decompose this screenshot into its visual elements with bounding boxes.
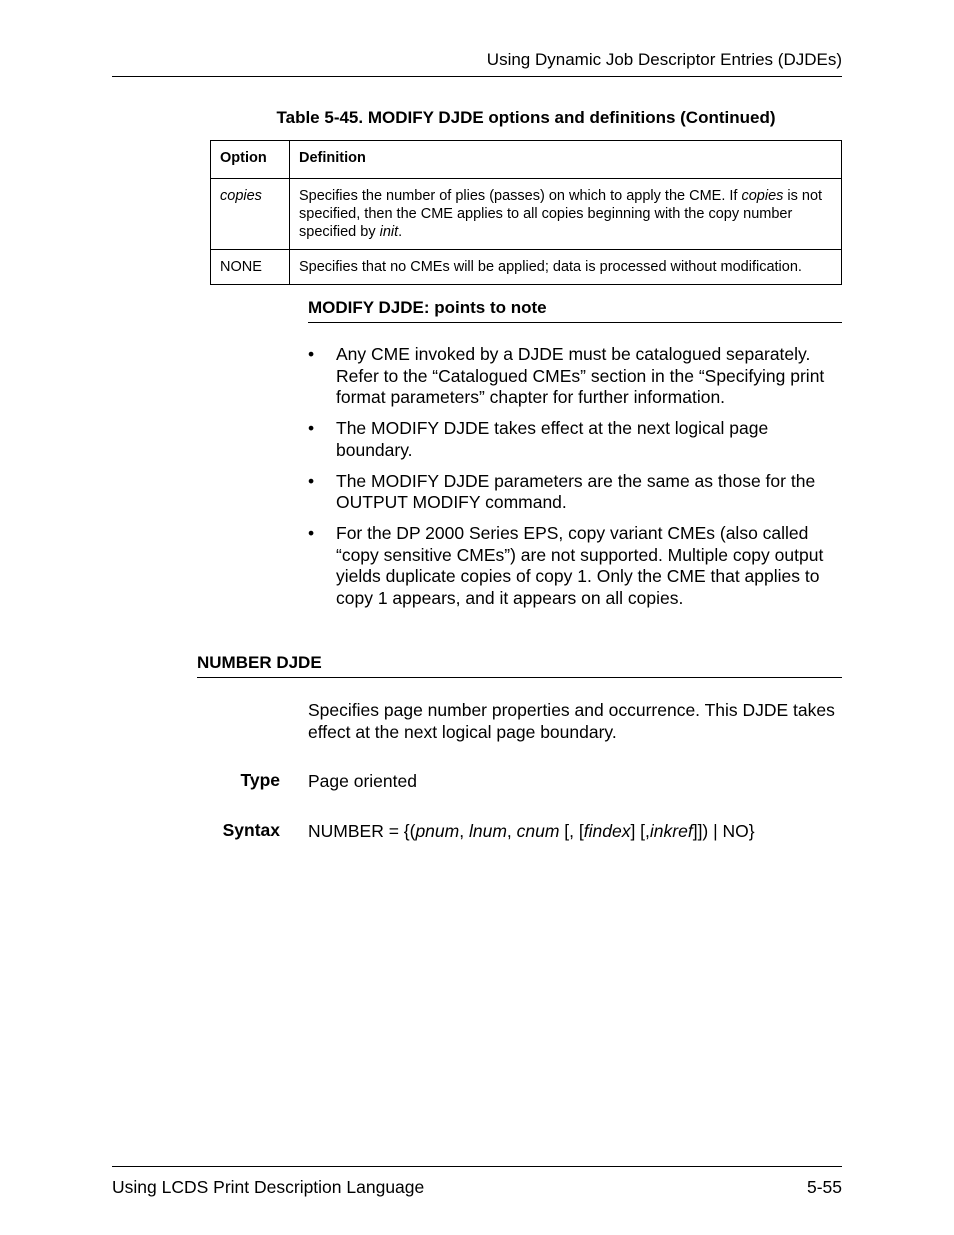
options-table [210, 140, 842, 285]
column-header-option: Option [211, 141, 290, 179]
option-cell: NONE [211, 250, 290, 285]
list-item [308, 344, 848, 409]
list-item [308, 418, 848, 461]
table-row [211, 179, 842, 250]
section-description: Specifies page number properties and occurrence. This DJDE takes effect at the next logical page boundary. [308, 700, 835, 742]
syntax-param: findex [583, 821, 631, 841]
header-rule [112, 76, 842, 77]
definition-cell: Specifies that no CMEs will be applied; data is processed without modification. [290, 250, 842, 285]
definition-italic: init [379, 224, 399, 240]
section-heading: NUMBER DJDE [197, 653, 322, 672]
list-item [308, 471, 848, 514]
notes-list [308, 344, 848, 619]
definition-text: is not specified, then the CME applies to all copies beginning with the copy number specified by [299, 188, 823, 240]
table-row [211, 250, 842, 285]
note-text: Any CME invoked by a DJDE must be catalogued separately. Refer to the “Catalogued CMEs” section in the “Specifying print format parameters” chapter for further information. [336, 344, 825, 407]
running-header: Using Dynamic Job Descriptor Entries (DJDEs) [486, 50, 842, 69]
table-caption: Table 5-45. MODIFY DJDE options and definitions (Continued) [276, 108, 776, 127]
table-header-row [211, 141, 842, 179]
definition-cell [290, 179, 842, 250]
bullet-icon: • [308, 418, 315, 438]
syntax-text: , [506, 821, 517, 841]
list-item [308, 523, 848, 609]
notes-heading-rule [308, 322, 842, 323]
syntax-value [308, 820, 755, 842]
column-header-definition: Definition [290, 141, 842, 179]
type-label: Type [240, 770, 280, 790]
footer-rule [112, 1166, 842, 1167]
definition-italic: copies [741, 188, 784, 204]
note-text: The MODIFY DJDE takes effect at the next logical page boundary. [336, 418, 769, 460]
footer-title: Using LCDS Print Description Language [112, 1177, 425, 1197]
section-heading-rule [197, 677, 842, 678]
syntax-text: NUMBER = {( [308, 821, 416, 841]
bullet-icon: • [308, 344, 315, 364]
syntax-text: [, [ [559, 821, 584, 841]
option-cell [211, 179, 290, 250]
page-number: 5-55 [806, 1177, 842, 1197]
syntax-text: , [459, 821, 469, 841]
bullet-icon: • [308, 523, 315, 543]
syntax-param: pnum [415, 821, 460, 841]
type-value: Page oriented [308, 771, 417, 791]
bullet-icon: • [308, 470, 315, 491]
note-text: For the DP 2000 Series EPS, copy variant CMEs (also called “copy sensitive CMEs”) are not supported. Multiple copy output yields duplicate copies of copy 1. Only the CME that applies to copy 1 appears, and it appears on all copies. [336, 523, 824, 608]
note-text: The MODIFY DJDE parameters are the same as those for the OUTPUT MODIFY command. [336, 470, 816, 512]
definition-text: Specifies the number of plies (passes) on which to apply the CME. If [299, 188, 742, 204]
definition-text: . [398, 224, 403, 240]
syntax-param: lnum [468, 821, 507, 841]
syntax-text: ]]) | NO} [692, 821, 755, 841]
syntax-param: inkref [649, 821, 693, 841]
syntax-text: ] [, [630, 821, 650, 841]
option-copies: copies [220, 188, 262, 204]
syntax-param: cnum [516, 821, 560, 841]
syntax-label: Syntax [222, 820, 280, 840]
notes-heading: MODIFY DJDE: points to note [308, 298, 547, 317]
